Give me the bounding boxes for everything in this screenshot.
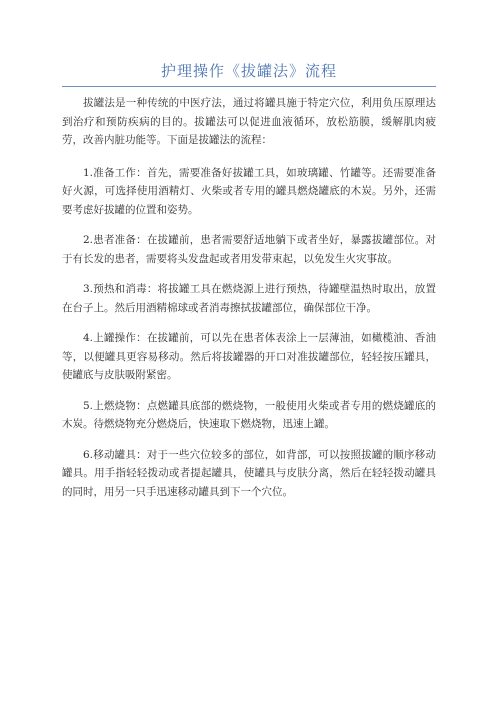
step-paragraph-1: 1.准备工作：首先，需要准备好拔罐工具，如玻璃罐、竹罐等。还需要准备好火源，可选择使用酒精灯、火柴或者专用的罐具燃烧罐底的木炭。另外，还需要考虑好拔罐的位置和姿势。 — [62, 166, 436, 216]
step-paragraph-5: 5.上燃烧物：点燃罐具底部的燃烧物，一般使用火柴或者专用的燃烧罐底的木炭。待燃烧物充分燃烧后，快速取下燃烧物，迅速上罐。 — [62, 399, 436, 430]
step-paragraph-6: 6.移动罐具：对于一些穴位较多的部位，如背部，可以按照拔罐的顺序移动罐具。用手指轻轻拨动或者提起罐具，使罐具与皮肤分离，然后在轻轻拨动罐具的同时，用另一只手迅速移动罐具到下一个穴位。 — [62, 448, 436, 498]
document-body — [62, 94, 436, 513]
page-title: 护理操作《拔罐法》流程 — [160, 62, 337, 80]
title-container — [62, 60, 436, 82]
step-paragraph-4: 4.上罐操作：在拔罐前，可以先在患者体表涂上一层薄油，如橄榄油、香油等，以便罐具更容易移动。然后将拔罐器的开口对准拔罐部位，轻轻按压罐具，使罐底与皮肤吸附紧密。 — [62, 332, 436, 381]
title-divider — [62, 86, 436, 87]
intro-paragraph: 拔罐法是一种传统的中医疗法，通过将罐具施于特定穴位，利用负压原理达到治疗和预防疾病的目的。拔罐法可以促进血液循环，放松筋膜，缓解肌肉疲劳，改善内脏功能等。下面是拔罐法的流程： — [62, 97, 436, 146]
step-paragraph-2: 2.患者准备：在拔罐前，患者需要舒适地躺下或者坐好，暴露拔罐部位。对于有长发的患者，需要将头发盘起或者用发带束起，以免发生火灾事故。 — [62, 234, 436, 265]
step-paragraph-3: 3.预热和消毒：将拔罐工具在燃烧源上进行预热，待罐壁温热时取出，放置在台子上。然后用酒精棉球或者消毒擦拭拔罐部位，确保部位干净。 — [62, 283, 436, 314]
